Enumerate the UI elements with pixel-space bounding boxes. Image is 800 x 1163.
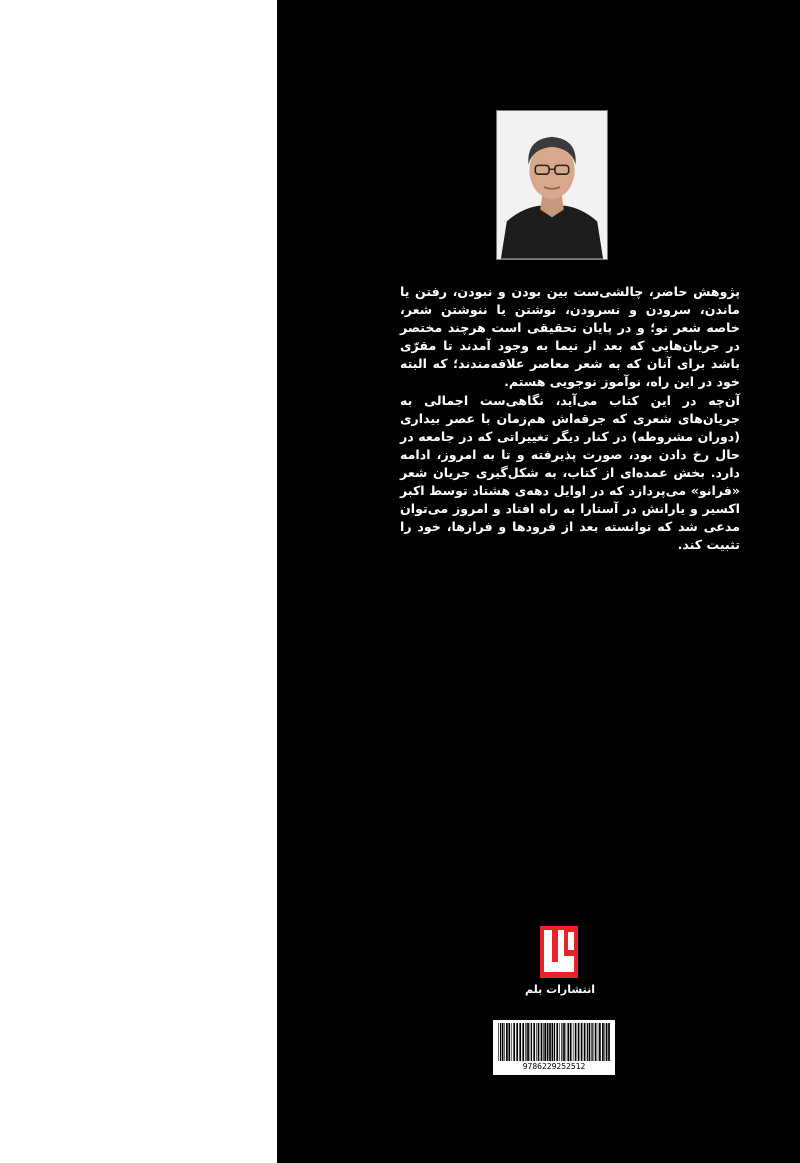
belam-logo-icon [540, 926, 578, 978]
barcode-bar [538, 1023, 540, 1061]
barcode-bar [602, 1023, 604, 1061]
barcode-bar [606, 1023, 608, 1061]
barcode-bar [598, 1023, 599, 1061]
barcode-bar [508, 1023, 510, 1061]
barcode-bar [530, 1023, 531, 1061]
author-photo [496, 110, 608, 260]
barcode-bar [531, 1023, 532, 1061]
barcode-bar [561, 1023, 562, 1061]
barcode-bar [543, 1023, 544, 1061]
barcode-bar [566, 1023, 567, 1061]
barcode-bar [522, 1023, 524, 1061]
barcode-bar [525, 1023, 526, 1061]
isbn-barcode [493, 1020, 615, 1075]
barcode-bar [527, 1023, 529, 1061]
barcode-bar [575, 1023, 577, 1061]
barcode-bar [536, 1023, 537, 1061]
barcode-bar [511, 1023, 512, 1061]
barcode-bar [592, 1023, 593, 1061]
barcode-bar [604, 1023, 605, 1061]
barcode-bar [502, 1023, 504, 1061]
publisher-name: انتشارات بلم [525, 983, 595, 996]
back-cover-blurb [400, 283, 740, 554]
barcode-bar [608, 1023, 610, 1061]
blurb-paragraph-2: آن‌چه در این کتاب می‌آید، نگاهی‌ست اجمالی به جریان‌های شعری که جرقه‌اش هم‌زمان با عصر بیداری (دوران مشروطه) در کنار دیگر تغییراتی که در جامعه در حال رخ دادن بود، صورت پذیرفته و تا به امروز، ادامه دارد. بخش عمده‌ای از کتاب، به شکل‌گیری جریان شعر «فرانو» می‌پردازد که در اوایل دهه‌ی هشتاد توسط اکبر اکسیر و یارانش در آستارا به راه افتاد و امروز می‌توان مدعی شد که توانسته بعد از فرودها و فرازها، خود را تثبیت کند. [400, 392, 740, 553]
barcode-bar [591, 1023, 592, 1061]
blurb-paragraph-1: پژوهش حاضر، چالشی‌ست بین بودن و نبودن، رفتن یا ماندن، سرودن و نسرودن، نوشتن یا ننوشتن شعر، خاصه شعر نو؛ و در پایان تحقیقی است هرچند مختصر در جریان‌هایی که بعد از نیما به وجود آمدند تا مقرّی باشد برای آنان که به شعر معاصر علاقه‌مندند؛ که البته خود در این راه، نوآموز نوجویی هستم. [400, 284, 740, 390]
barcode-bar [519, 1023, 521, 1061]
barcode-bar [587, 1023, 588, 1061]
barcode-bar [498, 1023, 499, 1061]
barcode-bar [567, 1023, 569, 1061]
barcode-bars [497, 1023, 611, 1061]
barcode-bar [500, 1023, 501, 1061]
isbn-number: 9786229252512 [522, 1062, 586, 1071]
barcode-bar [573, 1023, 574, 1061]
barcode-bar [599, 1023, 601, 1061]
barcode-bar [556, 1023, 558, 1061]
barcode-bar [516, 1023, 518, 1061]
cover-spine-area [0, 0, 277, 1163]
barcode-bar [547, 1023, 549, 1061]
barcode-bar [541, 1023, 543, 1061]
barcode-bar [554, 1023, 555, 1061]
barcode-bar [504, 1023, 505, 1061]
barcode-bar [533, 1023, 535, 1061]
barcode-bar [563, 1023, 565, 1061]
barcode-bar [552, 1023, 554, 1061]
barcode-bar [595, 1023, 597, 1061]
barcode-bar [589, 1023, 591, 1061]
barcode-bar [584, 1023, 586, 1061]
barcode-bar [506, 1023, 508, 1061]
barcode-bar [581, 1023, 583, 1061]
barcode-bar [570, 1023, 572, 1061]
barcode-bar [549, 1023, 551, 1061]
barcode-bar [559, 1023, 560, 1061]
barcode-bar [578, 1023, 580, 1061]
barcode-bar [544, 1023, 546, 1061]
barcode-bar [513, 1023, 515, 1061]
